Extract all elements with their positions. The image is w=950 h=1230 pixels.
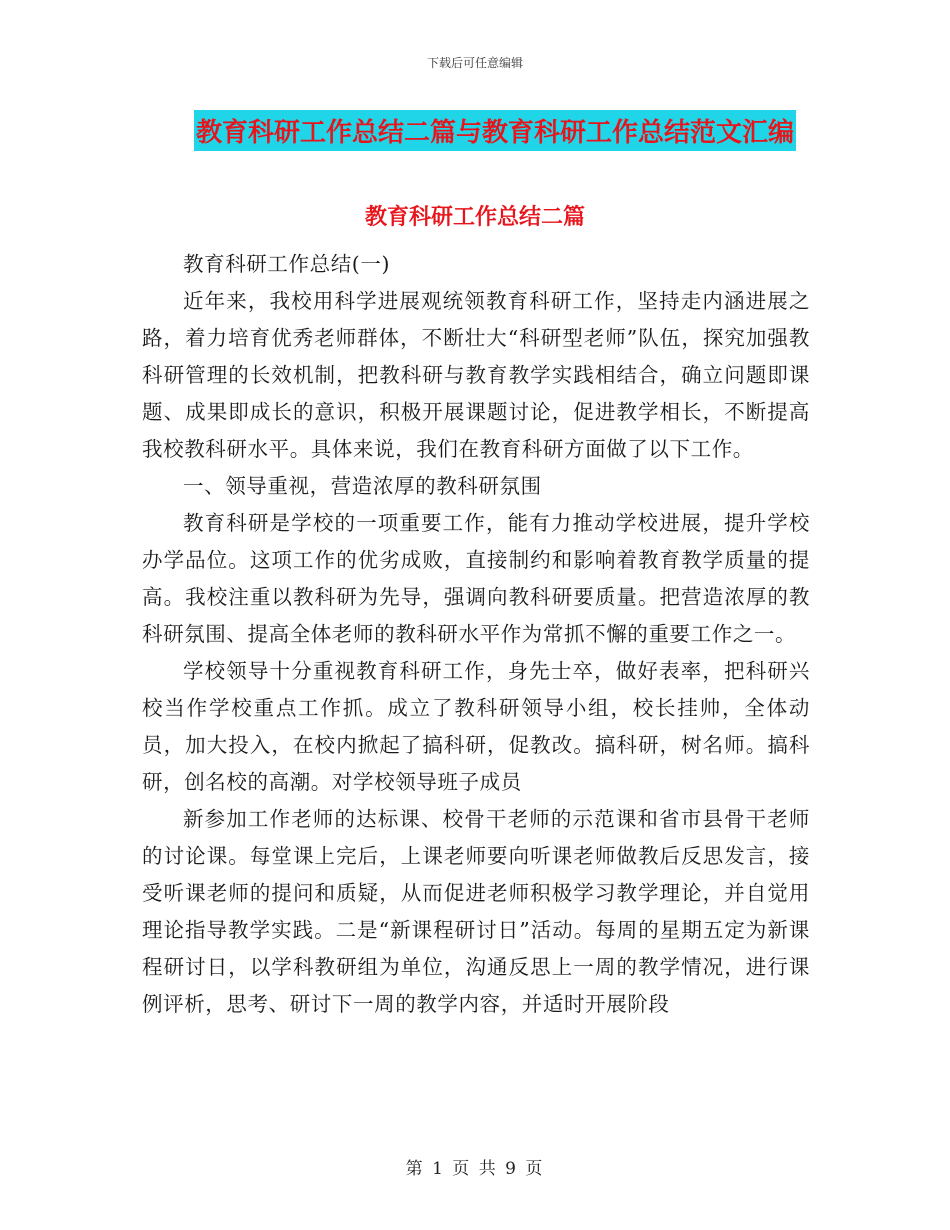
paragraph: 学校领导十分重视教育科研工作，身先士卒，做好表率，把科研兴校当作学校重点工作抓。成立了教科研领导小组，校长挂帅，全体动员，加大投入，在校内掀起了搞科研，促教改。搞科研，树名师。搞科研，创名校的高潮。对学校领导班子成员	[142, 659, 810, 794]
paragraph: 教育科研是学校的一项重要工作，能有力推动学校进展，提升学校办学品位。这项工作的优劣成败，直接制约和影响着教育教学质量的提高。我校注重以教科研为先导，强调向教科研要质量。把营造浓厚的教科研氛围、提高全体老师的教科研水平作为常抓不懈的重要工作之一。	[142, 511, 810, 646]
document-body	[142, 246, 810, 1023]
page-footer: 第 1 页 共 9 页	[405, 1159, 545, 1179]
paragraph: 新参加工作老师的达标课、校骨干老师的示范课和省市县骨干老师的讨论课。每堂课上完后，上课老师要向听课老师做教后反思发言，接受听课老师的提问和质疑，从而促进老师积极学习教学理论，并自觉用理论指导教学实践。二是“新课程研讨日”活动。每周的星期五定为新课程研讨日，以学科教研组为单位，沟通反思上一周的教学情况，进行课例评析，思考、研讨下一周的教学内容，并适时开展阶段	[142, 807, 810, 1016]
document-title: 教育科研工作总结二篇与教育科研工作总结范文汇编	[194, 110, 796, 151]
paragraph-heading: 一、领导重视，营造浓厚的教科研氛围	[183, 474, 542, 498]
document-title-container	[0, 110, 950, 151]
header-note: 下载后可任意编辑	[426, 56, 523, 70]
paragraph: 近年来，我校用科学进展观统领教育科研工作，坚持走内涵进展之路，着力培育优秀老师群体，不断壮大“科研型老师”队伍，探究加强教科研管理的长效机制，把教科研与教育教学实践相结合，确立问题即课题、成果即成长的意识，积极开展课题讨论，促进教学相长，不断提高我校教科研水平。具体来说，我们在教育科研方面做了以下工作。	[142, 289, 810, 461]
section-title: 教育科研工作总结二篇	[364, 205, 585, 230]
paragraph-subtitle: 教育科研工作总结(一)	[183, 252, 391, 276]
